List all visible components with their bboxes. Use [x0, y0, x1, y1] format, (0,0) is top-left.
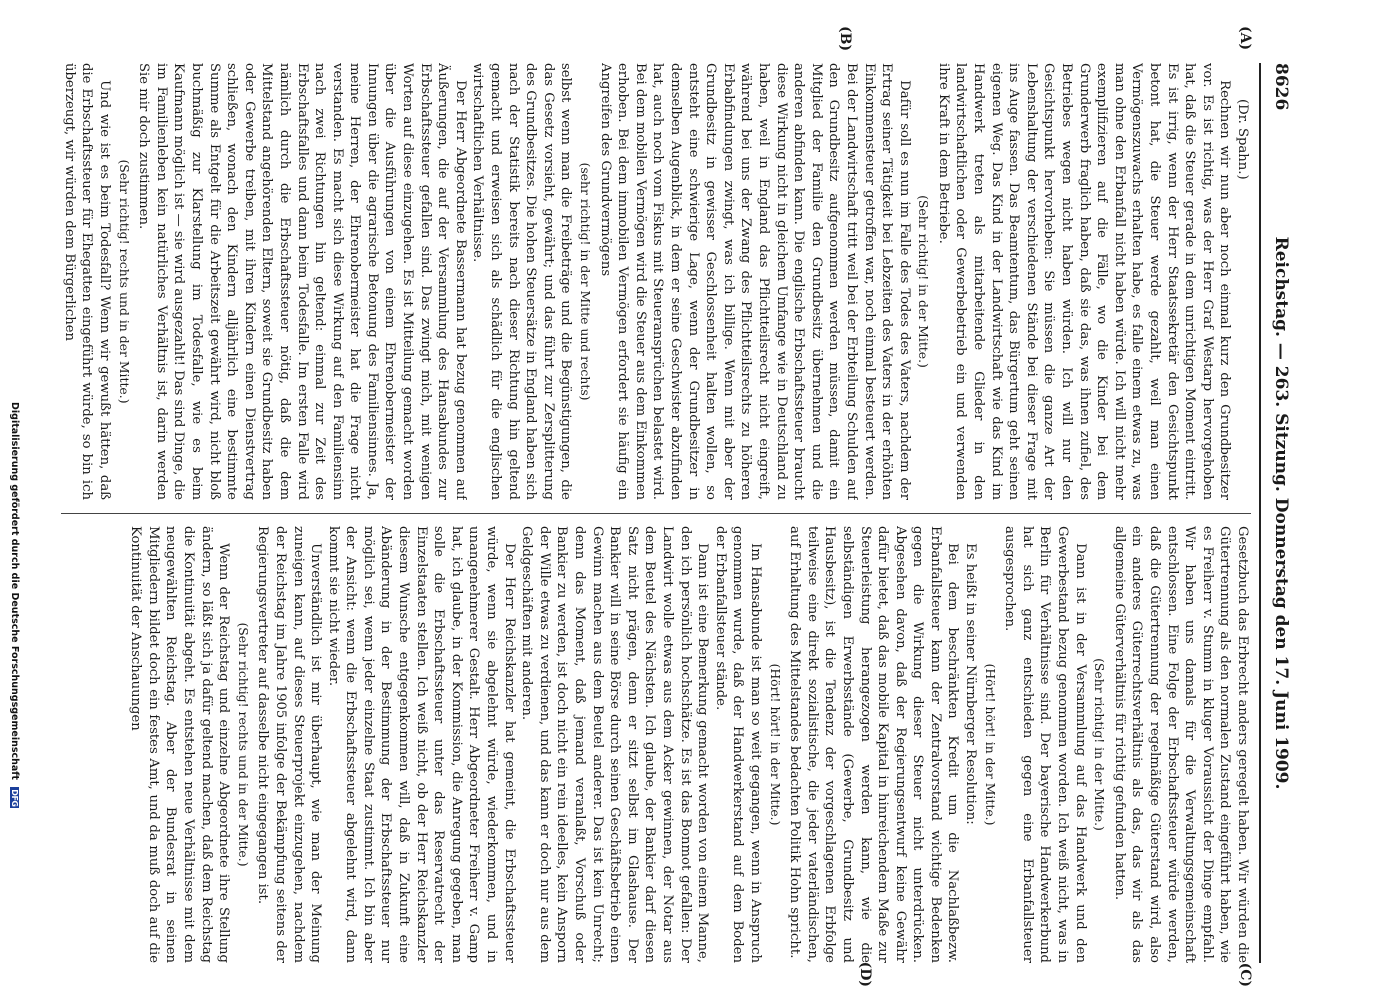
- dfg-logo: DFG: [10, 789, 19, 807]
- paragraph: selbst wenn man die Freibeträge und die Begünstigungen, die das Gesetz vorsieht, gewährt; und das führt zur Zersplitterung des Grundbesitzes. Die hohen Steuersätze in England haben sich nach der Statistik bereits nach dieser Richtung hin geltend gemacht und erweisen sich als schädlich für die englischen wirtschaftlichen Verhältnisse.: [470, 63, 574, 500]
- margin-letter-b: (B): [837, 26, 853, 52]
- running-title: Reichstag. — 263. Sitzung. Donnerstag den 17. Juni 1909.: [1271, 236, 1291, 790]
- margin-letter-c: (C): [1237, 962, 1253, 987]
- right-column: [61, 526, 1251, 963]
- interjection: (sehr richtig! in der Mitte und rechts): [578, 162, 594, 401]
- document-page: [23, 8, 1313, 993]
- text-columns: [61, 63, 1251, 963]
- interjection: (Sehr richtig! in der Mitte.): [916, 195, 932, 368]
- interjection: (Sehr richtig! rechts und in der Mitte.): [235, 622, 251, 867]
- paragraph: Dafür soll es nun im Falle des Todes des Vaters, nachdem der Ertrag seiner Tätigkeit bei Lebzeiten des Vaters in der erhöhten Einkommensteuer getroffen war, noch einmal besteuert werden. Bei der Landwirtschaft tritt weil bei der Erbteilung Schulden auf den Grundbesitz aufgenommen werden müssen, damit ein Mitglied der Familie den Grundbesitz übernehmen und die anderen abfinden kann. Die englische Erbschaftssteuer braucht diese Wirkung nicht in gleichem Umfange wie in Deutschland zu haben, weil in England das Pflichtteilsrecht nicht eingreift, während bei uns der Zwang des Pflichtteilsrechts zu höheren Erbabfindungen zwingt, was ich billige. Wenn mit aber der Grundbesitz in gewisser Geschlossenheit halten wollen, so entsteht eine schwierige Lage, wenn der Grundbesitzer in demselben Augenblick, in dem er seine Geschwister abzufinden hat, auch noch vom Fiskus mit Steueransprüchen belastet wird. Bei dem mobilen Vermögen wird die Steuer aus dem Einkommen erhoben. Bei dem immobilen Vermögen erfordert sie häufig ein Angreifen des Grundvermögens: [597, 63, 912, 500]
- page-header: [1263, 63, 1295, 963]
- page-number: 8626: [1271, 63, 1291, 111]
- speaker-label: (Dr. Spahn.): [1235, 99, 1250, 180]
- interjection: (Sehr richtig! in der Mitte.): [1092, 658, 1108, 831]
- margin-letter-d: (D): [857, 961, 873, 987]
- interjection: (Hört! hört! in der Mitte.): [767, 663, 783, 826]
- left-column: [61, 63, 1251, 500]
- paragraph: Der Herr Abgeordnete Bassermann hat bezug genommen auf Äußerungen, die auf der Versammlung des Hansabundes zur Erbschaftssteuer gefallen sind. Das zwingt mich, mit wenigen Worten auf diese einzugehen. Es ist Mitteilung gemacht worden über die Ausführungen von einem Ehrenobermeister der Innungen über die agrarische Betonung des Familiensinnes. Ja, meine Herren, der Ehrenobermeister hat die Frage nicht verstanden. Es macht sich diese Wirkung auf den Familiensinn nach zwei Richtungen hin geltend: einmal zur Zeit des Erbschaftsfalles und dann beim Todesfalle. Im ersten Falle wird nämlich durch die Erbschaftssteuer nötig, daß die dem Mittelstand angehörenden Eltern, soweit sie Grundbesitz haben oder Gewerbe treiben, mit ihren Kindern einen Dienstvertrag schließen, wonach den Kindern alljährlich eine bestimmte Summe als Entgelt für die Arbeitszeit gewährt wird, nicht bloß buchmäßig zur Klarstellung im Todesfalle, wie es beim Kaufmann möglich ist — sie wird ausgezahlt! Das sind Dinge, die im Familienleben kein natürliches Verhältnis ist, darin werden Sie mir doch zustimmen.: [136, 63, 468, 500]
- digitization-note-text: Digitalisierung gefördert durch die Deutsche Forschungsgemeinschaft: [9, 402, 20, 780]
- column-divider: [61, 513, 1251, 514]
- paragraph: Im Hansabunde ist man so weit gegangen, wenn in Anspruch genommen wurde, daß der Handwerkerstand auf dem Boden der Erbanfallsteuer stände.: [712, 526, 763, 963]
- interjection: (Sehr richtig! rechts und in der Mitte.): [116, 159, 132, 404]
- paragraph: Der Herr Reichskanzler hat gemeint, die Erbschaftssteuer würde, wenn sie abgelehnt würde, wiederkommen, und in unangenehmerer Gestalt. Herr Abgeordneter Freiherr v. Gamp hat, ich glaube, in der Kommission, die Anregung gegeben, man solle die Erbschaftssteuer unter das Reservatrecht der Einzelstaaten stellen. Ich weiß nicht, ob der Herr Reichskanzler diesem Wunsche entgegenkommen will, daß in Zukunft eine Abänderung in der Bestimmung der Erbschaftssteuer nur möglich sei, wenn jeder einzelne Staat zustimmt. Ich bin aber der Ansicht: wenn die Erbschaftssteuer abgelehnt wird, dann kommt sie nicht wieder.: [325, 526, 517, 963]
- paragraph: Dann ist in der Versammlung auf das Handwerk und den Gewerbestand bezug genommen worden. Ich weiß nicht, was in Berlin für Verhältnisse sind. Der bayerische Handwerkerbund hat sich ganz entschieden gegen eine Erbanfallsteuer ausgesprochen.: [1002, 526, 1088, 963]
- margin-letter-a: (A): [1237, 26, 1253, 51]
- paragraph: Dann ist eine Bemerkung gemacht worden von einem Manne, den ich persönlich hochschätze. Es ist das Bonmot gefallen: Der Landwirt wolle etwas aus dem Acker gewinnen, der Notar aus dem Beutel des Nächsten. Ich glaube, der Bankier darf diesen Satz nicht prägen, denn er sitzt selbst im Glashause. Der Bankier will in seine Börse durch seinen Geschäftsbetrieb einen Gewinn machen aus dem Beutel anderer. Das ist kein Unrecht; denn das Moment, daß jemand veranlaßt, Vorschuß oder Bankier zu werden, ist doch nicht ein rein ideelles, kein Ansporn der Wille etwas zu verdienen, und das kann er doch nur aus dem Geldgeschäften mit anderen.: [519, 526, 711, 963]
- header-rule: [1259, 63, 1261, 963]
- paragraph: Wenn der Reichstag und einzelne Abgeordnete ihre Stellung ändern, so läßt sich ja dafür geltend machen, daß dem Reichstag die Kontinuität abgeht. Es entstehen neue Verhältnisse mit dem neugewählten Reichstag. Aber der Bundesrat in seinen Mitgliedern bildet doch ein festes Amt, und da muß doch auf die Kontinuität der Anschauungen: [128, 526, 232, 963]
- paragraph: Und wie ist es beim Todesfall? Wenn wir gewußt hätten, daß die Erbschaftssteuer für Ehegatten eingeführt würde, so bin ich überzeugt, wir würden dem Bürgerlichen: [61, 63, 112, 500]
- digitization-note: [6, 402, 20, 807]
- paragraph: Unverständlich ist mir überhaupt, wie man der Meinung zuneigen kann, auf dieses Steuerprojekt einzugehen, nachdem der Reichstag im Jahre 1905 infolge der Bekämpfung seitens der Regierungsvertreter auf dasselbe nicht eingegangen ist.: [255, 526, 324, 963]
- paragraph: Gesetzbuch das Erbrecht anders geregelt haben. Wir würden die Gütertrennung als den normalen Zustand eingeführt haben, wie es Freiherr v. Stumm in kluger Voraussicht der Dinge empfahl. Wir haben uns damals für die Verwaltungsgemeinschaft entschlossen. Eine Folge der Erbschaftssteuer würde werden, daß die Gütertrennung der regelmäßige Güterstand wird, also ein anderes Güterrechtsverhältnis als das, das wir als das allgemeine Güterverhältnis für richtig gefunden hatten.: [1111, 526, 1250, 963]
- quotation: Bei dem beschränkten Kredit um die Nachlaßbezw. Erbanfallsteuer kann der Zentralvorstand wichtige Bedenken gegen die Wirkung dieser Steuer nicht unterdrücken. Abgesehen davon, daß der Regierungsentwurf keine Gewähr dafür bietet, daß das mobile Kapital in hinreichendem Maße zur Steuerleistung herangezogen werden kann, wie die selbständigen Erwerbsstände (Gewerbe, Grundbesitz und Hausbesitz), ist die Tendenz der vorgeschlagenen Erbfolge teilweise eine direkt sozialistische, die jeder vaterländischen, auf Erhaltung des Mittelstandes bedachten Politik Hohn spricht.: [787, 526, 961, 963]
- interjection: (Hört! hört! in der Mitte.): [982, 663, 998, 826]
- paragraph: Rechnen wir nun aber noch einmal kurz den Grundbesitzer vor. Es ist richtig, was der Herr Graf Westarp hervorgehoben hat, daß die Steuer gerade in dem unrichtigen Moment eintritt. Es ist irrig, wenn der Herr Staatssekretär den Gesichtspunkt betont hat, die Steuer werde gezahlt, weil man einen Vermögenszuwachs erhalten habe, es falle einem etwas zu, was man ohne den Erbanfall nicht haben würde. Ich will nicht mehr exemplifizieren auf die Fälle, wo die Kinder bei dem Grunderwerb fraglich haben, daß sie das, was ihnen zufiel, des Betriebes wegen nicht haben würden. Ich will nur den Gesichtspunkt hervorheben: Sie müssen die ganze Art der Lebenshaltung der verschiedenen Stände bei dieser Frage mit ins Auge fassen. Das Beamtentum, das Bürgertum geht seinen eigenen Weg. Das Kind in der Landwirtschaft wie das Kind im Handwerk treten als mitarbeitende Glieder in den landwirtschaftlichen oder Gewerbebetrieb ein und verwenden ihre Kraft in dem Betriebe.: [935, 63, 1233, 500]
- paragraph: Es heißt in seiner Nürnberger Resolution:: [963, 543, 979, 825]
